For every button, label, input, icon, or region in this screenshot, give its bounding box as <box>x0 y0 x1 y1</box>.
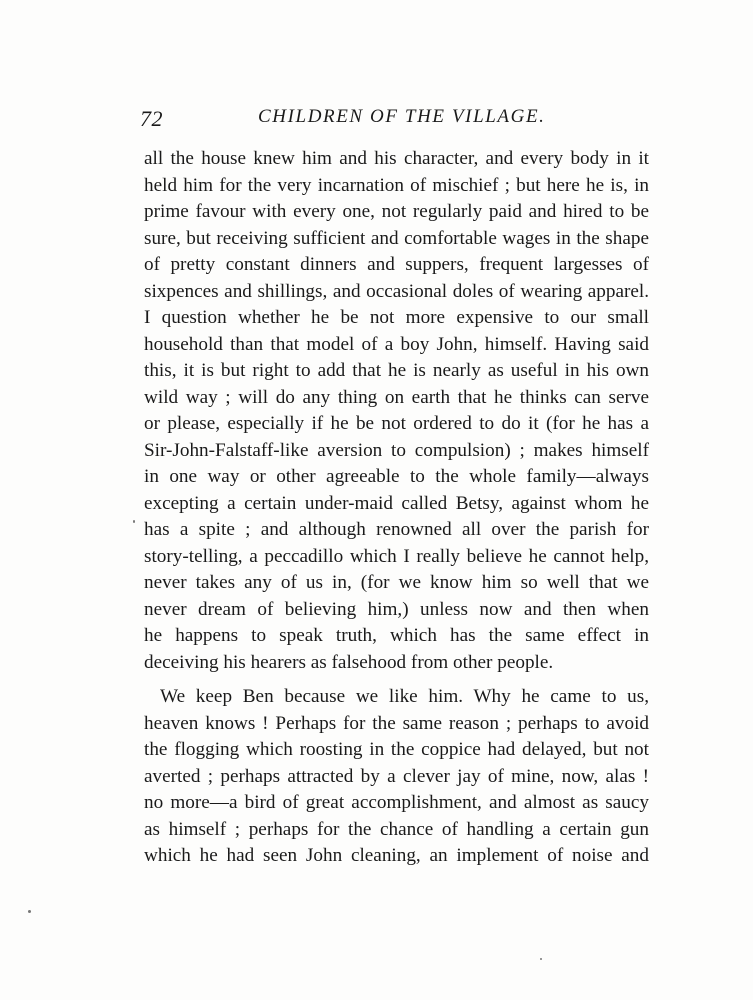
text-line: sixpences and shillings, and occasional doles of wearing apparel. <box>144 280 649 302</box>
running-head <box>140 106 650 132</box>
text-line: which he had seen John cleaning, an implement of noise and <box>144 845 649 866</box>
paper-speck <box>540 958 542 960</box>
paragraph-2 <box>144 684 649 870</box>
text-line: heaven knows ! Perhaps for the same reason ; perhaps to avoid <box>144 712 649 734</box>
page-number: 72 <box>140 106 163 131</box>
text-line: never dream of believing him,) unless now and then when <box>144 598 649 620</box>
text-line: We keep Ben because we like him. Why he came to us, <box>160 686 649 707</box>
text-line: in one way or other agreeable to the whole family—always <box>144 466 649 487</box>
body-text <box>144 146 649 870</box>
text-line: has a spite ; and although renowned all over the parish for <box>144 519 649 540</box>
text-line: the flogging which roosting in the coppice had delayed, but not <box>144 739 649 760</box>
paragraph-gap <box>144 676 649 684</box>
text-line: as himself ; perhaps for the chance of handling a certain gun <box>144 818 649 840</box>
text-line: no more—a bird of great accomplishment, and almost as saucy <box>144 792 649 813</box>
text-line: I question whether he be not more expensive to our small <box>144 307 649 328</box>
text-line: averted ; perhaps attracted by a clever jay of mine, now, alas ! <box>144 765 649 787</box>
text-line: Sir-John-Falstaff-like aversion to compulsion) ; makes himself <box>144 439 649 461</box>
text-line: story-telling, a peccadillo which I really believe he cannot help, <box>144 545 649 567</box>
text-line: of pretty constant dinners and suppers, frequent largesses of <box>144 254 649 275</box>
text-line: wild way ; will do any thing on earth that he thinks can serve <box>144 386 649 408</box>
text-line: held him for the very incarnation of mischief ; but here he is, in <box>144 174 649 196</box>
text-line: excepting a certain under-maid called Betsy, against whom he <box>144 492 649 514</box>
text-line: he happens to speak truth, which has the same effect in <box>144 625 649 646</box>
text-line: all the house knew him and his character, and every body in it <box>144 148 649 169</box>
text-line: sure, but receiving sufficient and comfortable wages in the shape <box>144 227 649 249</box>
text-line: or please, especially if he be not ordered to do it (for he has a <box>144 413 649 434</box>
text-line: never takes any of us in, (for we know him so well that we <box>144 572 649 593</box>
text-line: this, it is but right to add that he is nearly as useful in his own <box>144 360 649 381</box>
paragraph-1 <box>144 146 649 676</box>
text-line: prime favour with every one, not regularly paid and hired to be <box>144 201 649 222</box>
text-line: deceiving his hearers as falsehood from other people. <box>144 651 554 673</box>
paper-speck <box>133 520 135 523</box>
text-line: household than that model of a boy John, himself. Having said <box>144 333 649 355</box>
paper-speck <box>28 910 31 913</box>
running-title: CHILDREN OF THE VILLAGE. <box>258 106 546 127</box>
